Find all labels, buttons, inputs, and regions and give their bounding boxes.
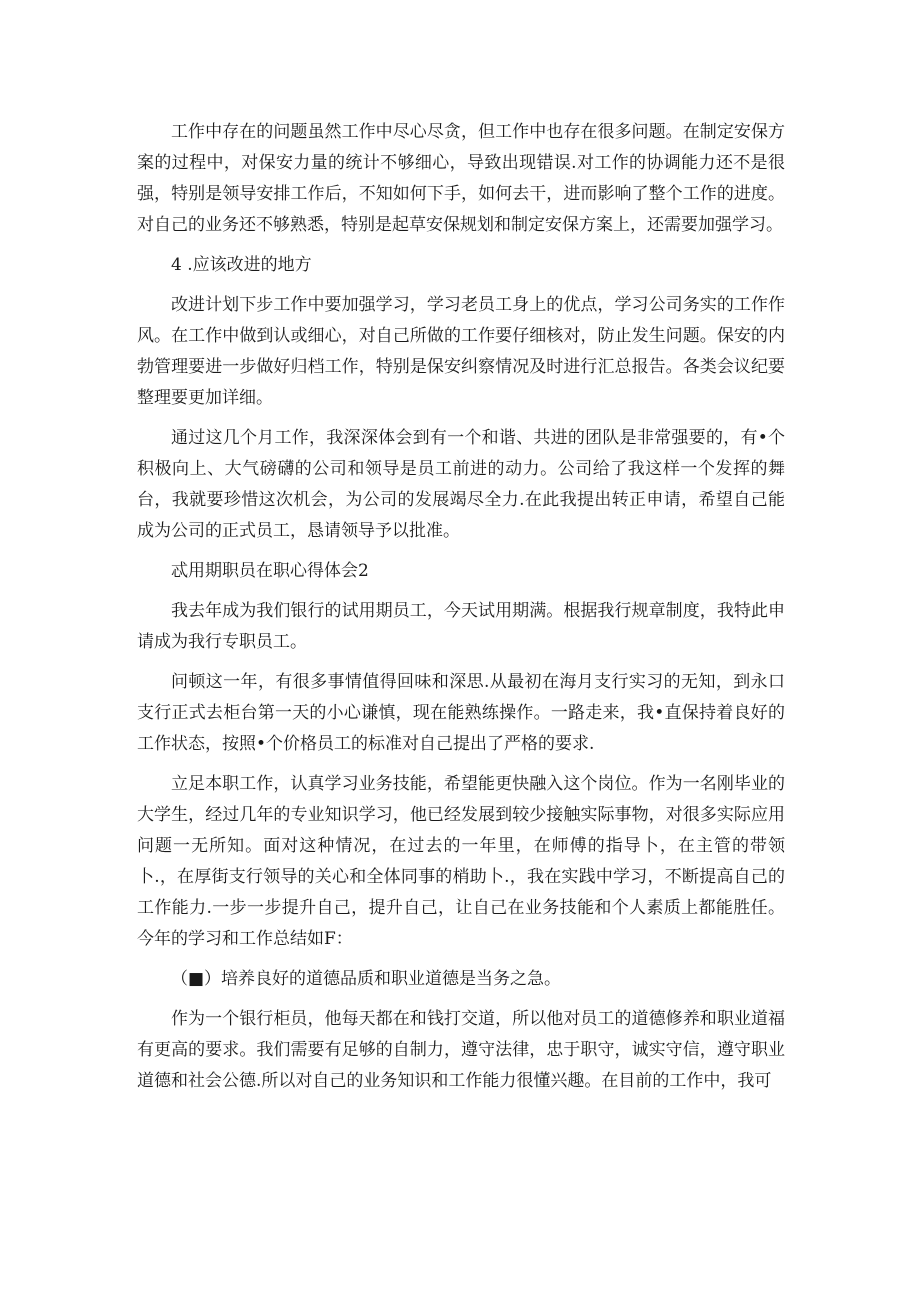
paragraph-bank-intro: 我去年成为我们银行的试用期员工，今天试用期满。根据我行规章制度，我特此申请成为我行专职员工。 xyxy=(137,601,785,652)
section-heading-ethics: （■）培养良好的道德品质和职业道德是当务之急。 xyxy=(171,969,562,989)
paragraph-looking-back: 问顿这一年，有很多事情值得回味和深思.从最初在海月支行实习的无知，到永口支行正式去柜台第一天的小心谦慎，现在能熟练操作。一路走来，我•直保持着良好的工作状态，按照•个价格员工的标准对自己提出了严格的要求. xyxy=(137,672,785,754)
section-title-experience-2: 忒用期职员在职心得体会2 xyxy=(171,561,369,581)
paragraph-problems: 工作中存在的问题虽然工作中尽心尽贪，但工作中也存在很多问题。在制定安保方案的过程中，对保安力量的统计不够细心，导致出现错误.对工作的协调能力还不是很强，特别是领导安排工作后，不知如何下手，如何去干，进而影响了整个工作的进度。对自己的业务还不够熟悉，特别是起草安保规划和制定安保方案上，还需要加强学习。 xyxy=(137,122,785,235)
document-body xyxy=(137,117,785,1106)
paragraph-teller-ethics: 作为一个银行柜员，他每天都在和钱打交道，所以他对员工的道德修养和职业道福有更高的要求。我们需要有足够的自制力，遵守法律，忠于职守，诚实守信，遵守职业道德和社会公德.所以对自己的业务知识和工作能力很懂兴趣。在目前的工作中，我可 xyxy=(137,1009,785,1091)
paragraph-job-focus: 立足本职工作，认真学习业务技能，希望能更快融入这个岗位。作为一名刚毕业的大学生，经过几年的专业知识学习，他已经发展到较少接触实际事物，对很多实际应用问题一无所知。面对这种情况，在过去的一年里，在师傅的指导卜，在主管的带领卜.，在厚街支行领导的关心和全体同事的梢助卜.，我在实践中学习，不断提高自己的工作能力.一步一步提升自己，提升自己，让自己在业务技能和个人素质上都能胜任。今年的学习和工作总结如F： xyxy=(137,774,785,949)
paragraph-improvement-plan: 改进计划下步工作中要加强学习，学习老员工身上的优点，学习公司务实的工作作风。在工作中做到认或细心，对自己所做的工作要仔细核对，防止发生问题。保安的内勃管理要进一步做好归档工作，特别是保安纠察情况及时进行汇总报告。各类会议纪要整理要更加详细。 xyxy=(137,295,785,408)
section-heading-improvements: 4 .应该改进的地方 xyxy=(171,255,312,275)
paragraph-conclusion: 通过这几个月工作，我深深体会到有一个和谐、共进的团队是非常强要的，有•个积极向上、大气磅礴的公司和领导是员工前进的动力。公司给了我这样一个发挥的舞台，我就要珍惜这次机会，为公司的发展竭尽全力.在此我提出转正申请，希望自己能成为公司的正式员工，恳请领导予以批准。 xyxy=(137,428,785,541)
